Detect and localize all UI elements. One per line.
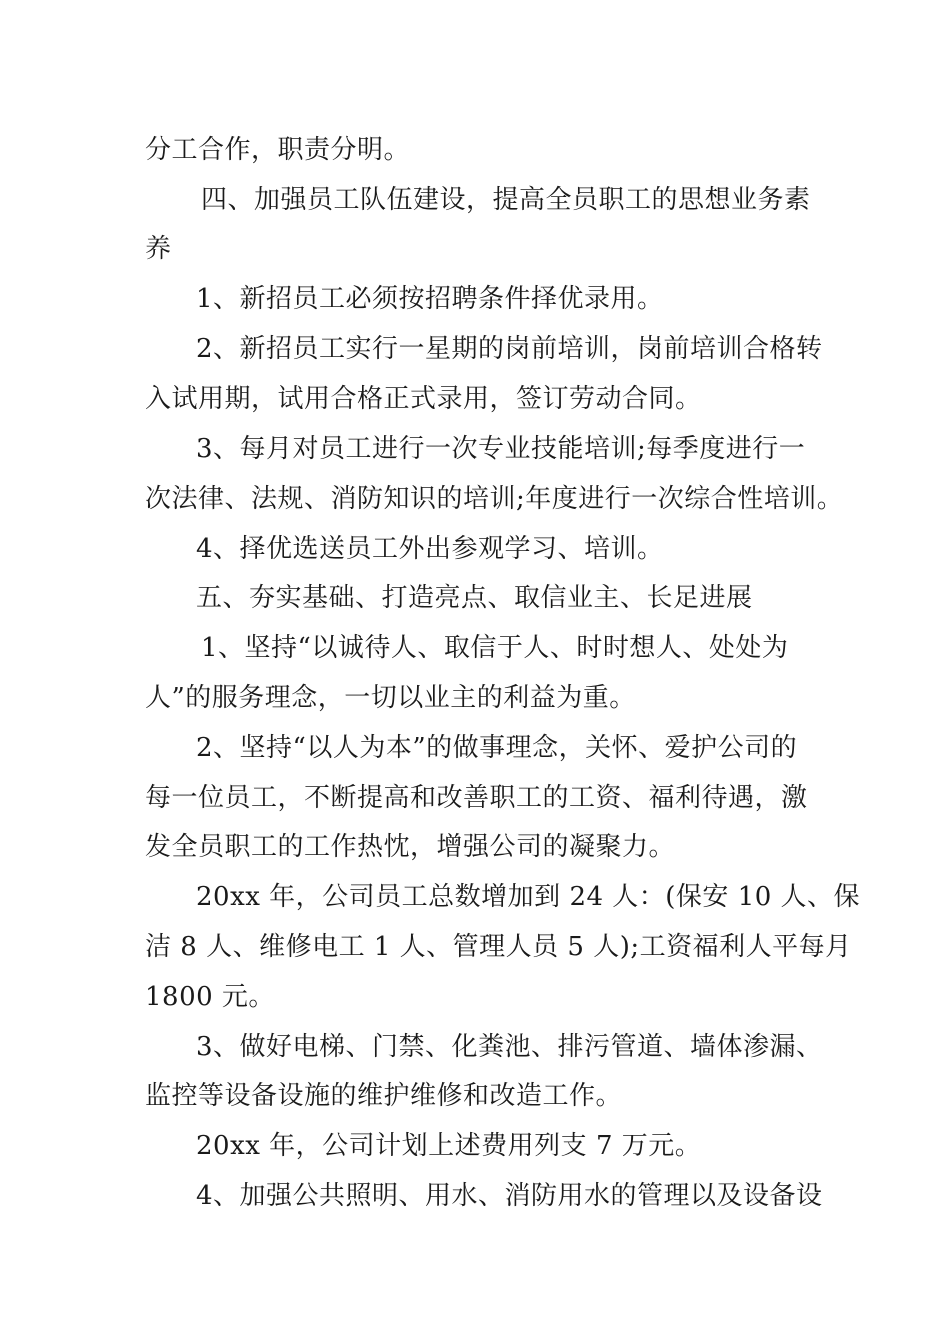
paragraph-line: 20xx 年，公司员工总数增加到 24 人：(保安 10 人、保 <box>196 882 861 912</box>
paragraph-line: 人”的服务理念，一切以业主的利益为重。 <box>145 683 636 713</box>
paragraph-line: 洁 8 人、维修电工 1 人、管理人员 5 人);工资福利人平每月 <box>145 932 852 962</box>
list-item: 2、坚持“以人为本”的做事理念，关怀、爱护公司的 <box>196 733 798 763</box>
list-item: 3、做好电梯、门禁、化粪池、排污管道、墙体渗漏、 <box>196 1032 823 1062</box>
list-item: 3、每月对员工进行一次专业技能培训;每季度进行一 <box>196 434 806 464</box>
list-item: 4、加强公共照明、用水、消防用水的管理以及设备设 <box>196 1181 823 1211</box>
list-item: 2、新招员工实行一星期的岗前培训，岗前培训合格转 <box>196 334 823 364</box>
paragraph-line: 养 <box>145 234 172 264</box>
paragraph-line: 入试用期，试用合格正式录用，签订劳动合同。 <box>145 384 702 414</box>
paragraph-line: 次法律、法规、消防知识的培训;年度进行一次综合性培训。 <box>145 484 844 514</box>
list-item: 1、新招员工必须按招聘条件择优录用。 <box>196 284 664 314</box>
paragraph-line: 监控等设备设施的维护维修和改造工作。 <box>145 1081 623 1111</box>
paragraph-line: 1800 元。 <box>145 982 275 1012</box>
paragraph-line: 20xx 年，公司计划上述费用列支 7 万元。 <box>196 1131 702 1161</box>
paragraph-line: 发全员职工的工作热忱，增强公司的凝聚力。 <box>145 832 676 862</box>
section-heading: 四、加强员工队伍建设，提高全员职工的思想业务素 <box>201 185 811 215</box>
paragraph-line: 分工合作，职责分明。 <box>145 135 411 165</box>
list-item: 4、择优选送员工外出参观学习、培训。 <box>196 534 664 564</box>
list-item: 1、坚持“以诚待人、取信于人、时时想人、处处为 <box>201 633 789 663</box>
section-heading: 五、夯实基础、打造亮点、取信业主、长足进展 <box>196 583 753 613</box>
paragraph-line: 每一位员工，不断提高和改善职工的工资、福利待遇，激 <box>145 783 808 813</box>
